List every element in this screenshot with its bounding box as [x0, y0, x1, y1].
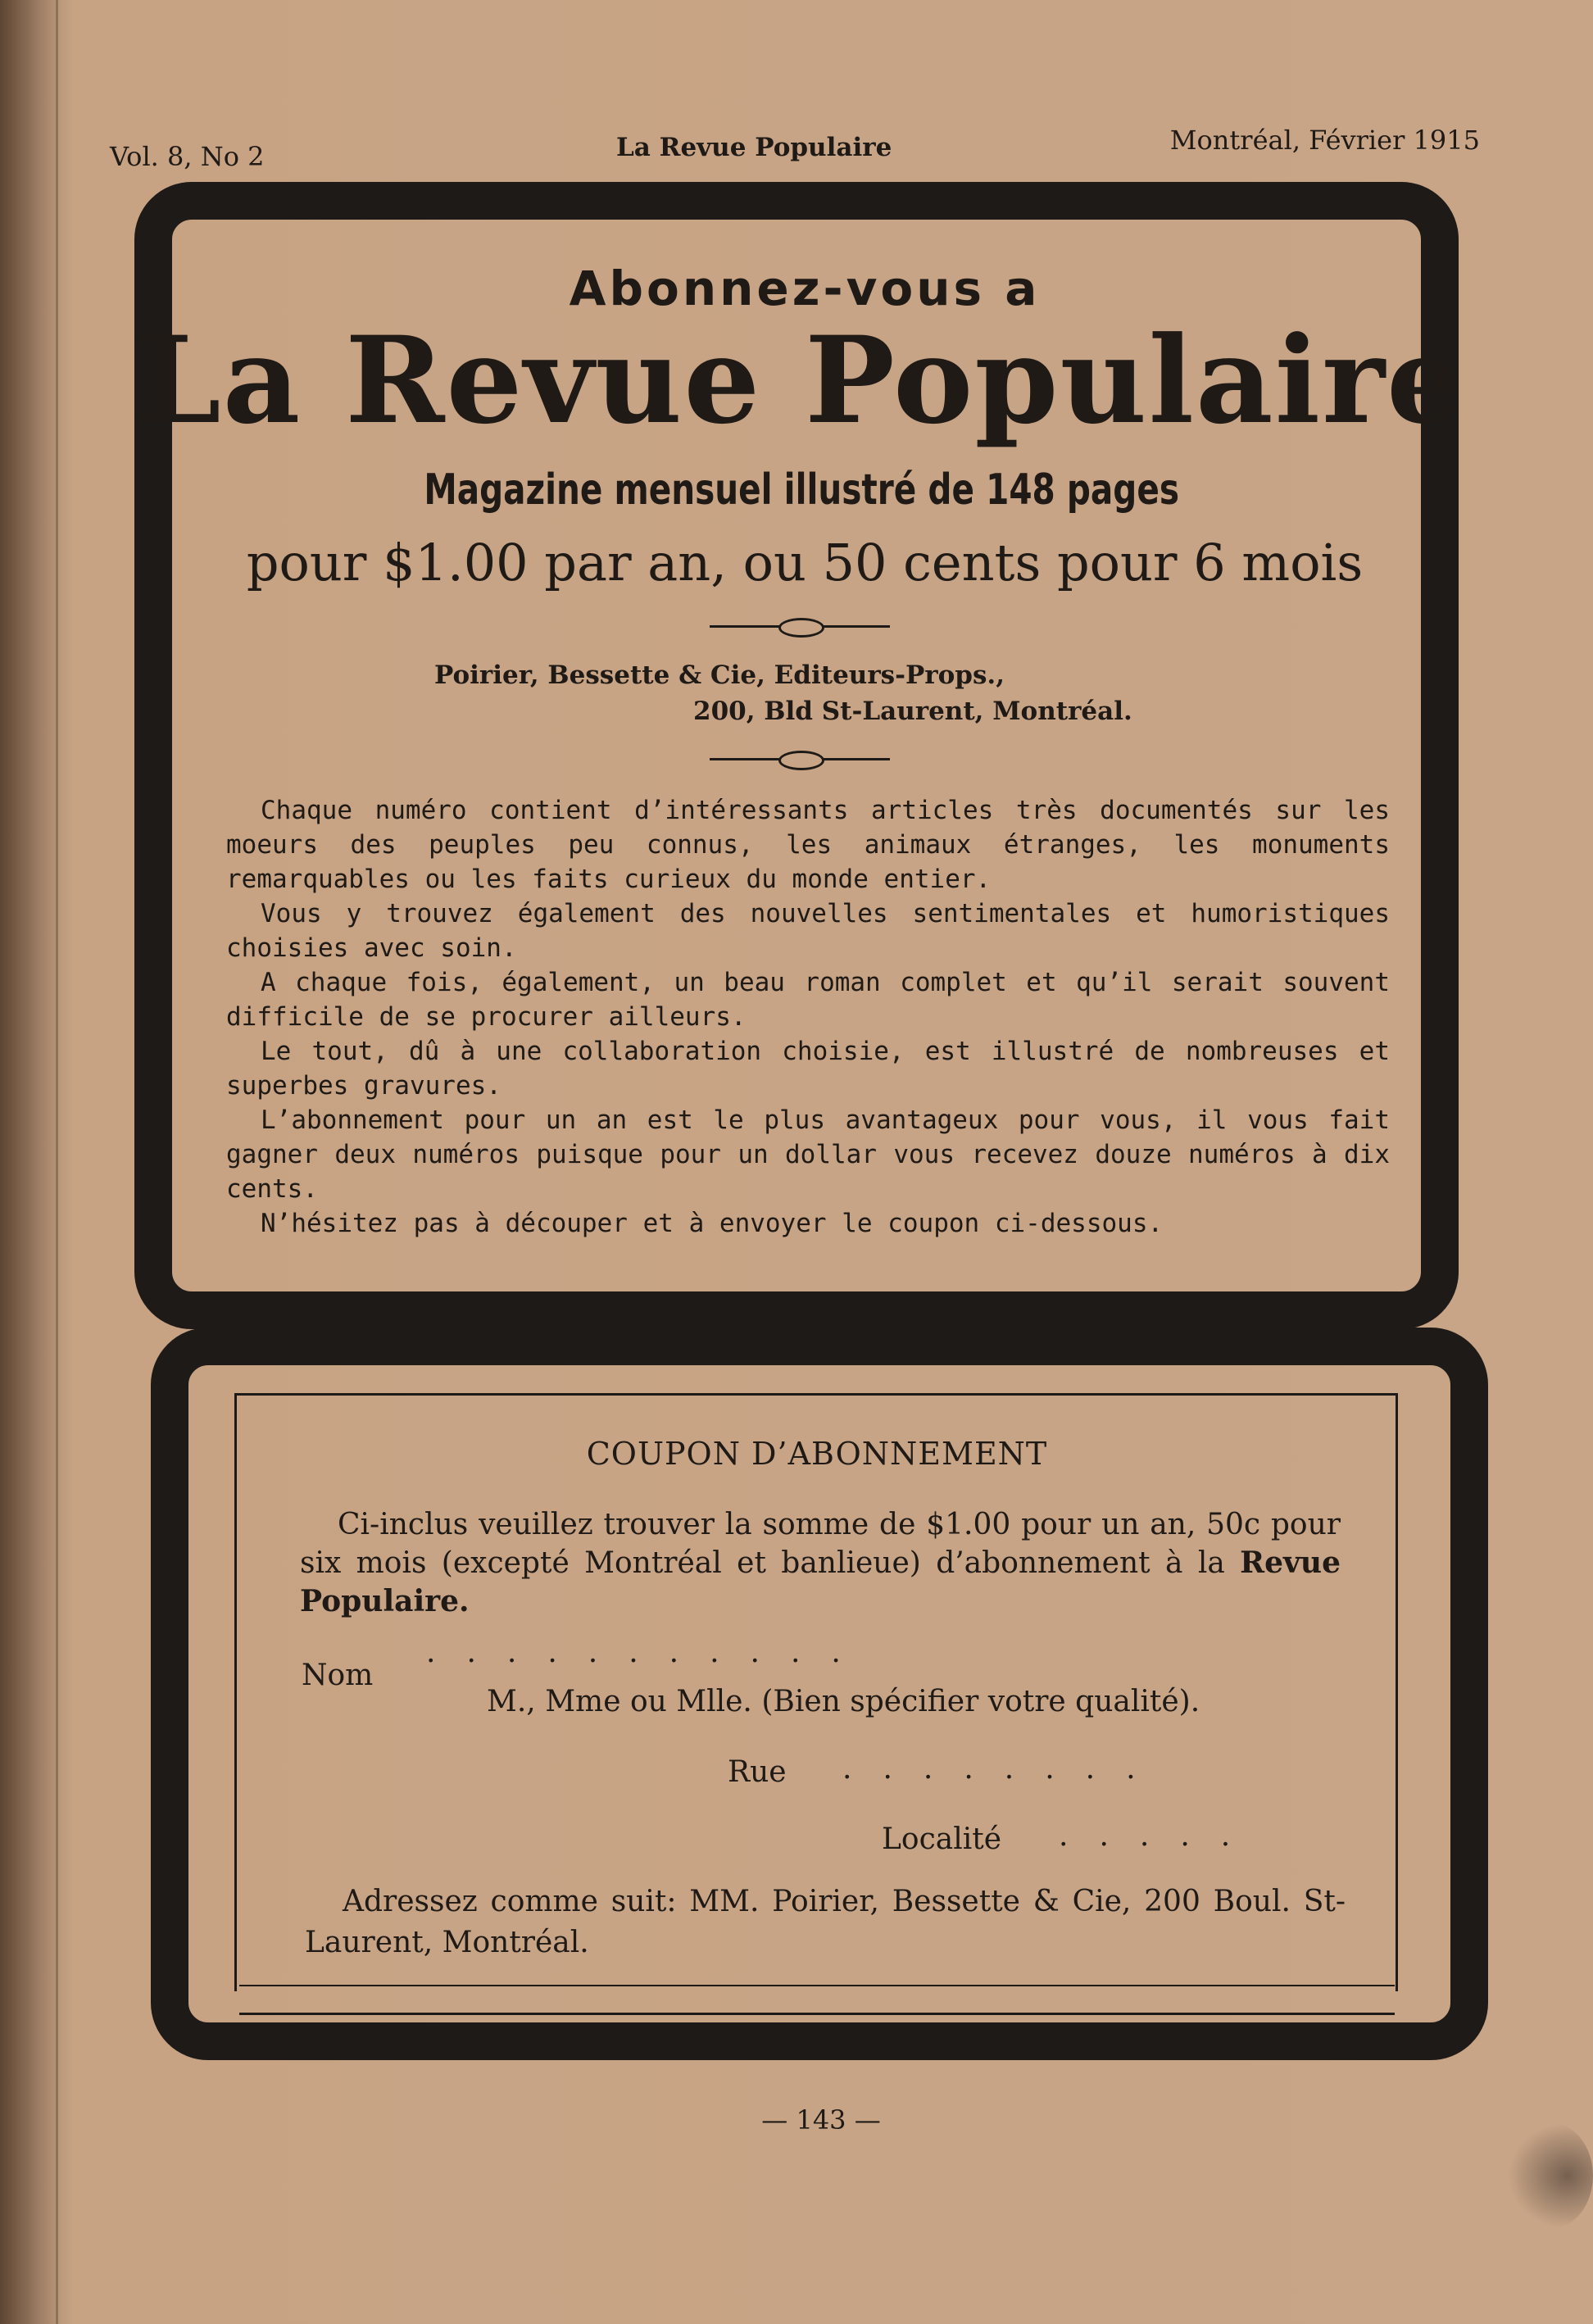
ad-paragraph: A chaque fois, également, un beau roman complet et qu’il serait souvent difficile de se procurer ailleurs. — [226, 968, 1390, 1032]
street-field[interactable]: ........ — [842, 1752, 1167, 1786]
coupon-rule — [239, 2013, 1395, 2015]
ornament-divider-top — [710, 616, 890, 636]
ad-title: La Revue Populaire — [137, 311, 1464, 451]
header-volume: Vol. 8, No 2 — [110, 141, 265, 172]
ad-paragraph: N’hésitez pas à découper et à envoyer le coupon ci-dessous. — [261, 1209, 1164, 1238]
name-field[interactable]: ........... — [426, 1636, 872, 1669]
ad-paragraph: Le tout, dû à une collaboration choisie, est illustré de nombreuses et superbes gravures. — [226, 1037, 1390, 1101]
running-header — [110, 125, 1480, 172]
header-publication: La Revue Populaire — [616, 133, 892, 162]
locality-label: Localité — [882, 1822, 1002, 1856]
locality-field[interactable]: ..... — [1059, 1819, 1262, 1853]
ad-kicker: Abonnez-vous a — [569, 261, 1041, 316]
ad-paragraph: Chaque numéro contient d’intéressants articles très documentés sur les moeurs des peuples peu connus, les animaux étranges, les monuments remarquables ou les faits curieux du monde entier. — [226, 796, 1390, 894]
header-date: Montréal, Février 1915 — [1169, 125, 1480, 156]
coupon-text-bold: Revue Populaire. — [300, 1546, 1341, 1618]
coupon-text — [300, 1506, 1341, 1621]
coupon-rule — [239, 1985, 1395, 1986]
ad-paragraph: L’abonnement pour un an est le plus avantageux pour vous, il vous fait gagner deux numéros puisque pour un dollar vous recevez douze numéros à dix cents. — [226, 1105, 1390, 1204]
coupon-text-body: Ci-inclus veuillez trouver la somme de $1.00 pour un an, 50c pour six mois (excepté Montréal et banlieue) d’abonnement à la — [300, 1508, 1341, 1580]
name-label: Nom — [302, 1659, 374, 1692]
thumb-smudge — [1508, 2122, 1593, 2229]
coupon-title: COUPON D’ABONNEMENT — [586, 1436, 1048, 1472]
street-label: Rue — [728, 1755, 787, 1789]
ad-publisher-address: 200, Bld St-Laurent, Montréal. — [693, 697, 1132, 726]
ornament-divider-bottom — [710, 749, 890, 769]
page-number: — 143 — — [761, 2104, 881, 2136]
ad-subtitle: Magazine mensuel illustré de 148 pages — [424, 465, 1179, 515]
coupon-mailing-address: Adressez comme suit: MM. Poirier, Bessette & Cie, 200 Boul. St-Laurent, Montréal. — [305, 1885, 1346, 1959]
ad-paragraph: Vous y trouvez également des nouvelles sentimentales et humoristiques choisies avec soin. — [226, 899, 1390, 963]
ad-publisher-name: Poirier, Bessette & Cie, Editeurs-Props., — [434, 660, 1005, 690]
ad-body — [226, 793, 1390, 1241]
name-hint: M., Mme ou Mlle. (Bien spécifier votre qualité). — [487, 1685, 1200, 1718]
ad-price: pour $1.00 par an, ou 50 cents pour 6 mois — [246, 533, 1364, 592]
